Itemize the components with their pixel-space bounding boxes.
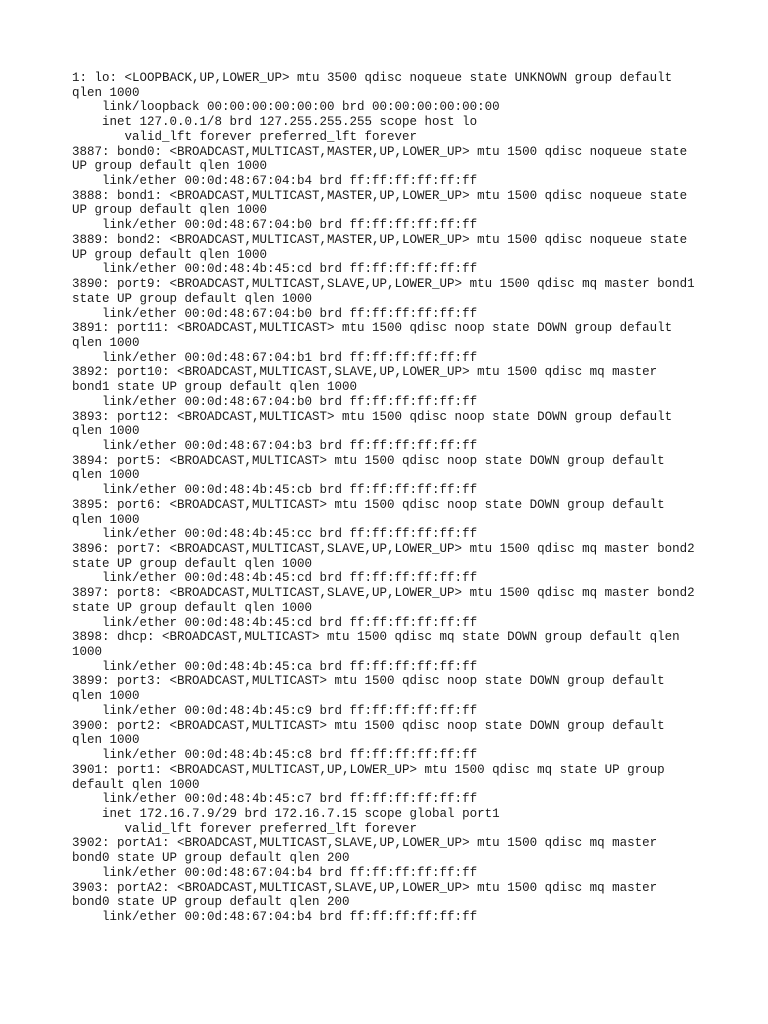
text-line: 3899: port3: <BROADCAST,MULTICAST> mtu 1500 qdisc noop state DOWN group default	[72, 674, 665, 689]
text-line: link/ether 00:0d:48:67:04:b4 brd ff:ff:ff:ff:ff:ff	[72, 909, 478, 924]
text-line: 3892: port10: <BROADCAST,MULTICAST,SLAVE,UP,LOWER_UP> mtu 1500 qdisc mq master	[72, 365, 658, 380]
text-line: link/ether 00:0d:48:67:04:b1 brd ff:ff:ff:ff:ff:ff	[72, 350, 478, 365]
text-line: 3900: port2: <BROADCAST,MULTICAST> mtu 1500 qdisc noop state DOWN group default	[72, 718, 665, 733]
text-line: 3901: port1: <BROADCAST,MULTICAST,UP,LOWER_UP> mtu 1500 qdisc mq state UP group	[72, 762, 665, 777]
text-line: UP group default qlen 1000	[72, 247, 268, 262]
text-line: link/ether 00:0d:48:4b:45:c9 brd ff:ff:ff:ff:ff:ff	[72, 703, 478, 718]
text-line: link/ether 00:0d:48:67:04:b0 brd ff:ff:ff:ff:ff:ff	[72, 394, 478, 409]
text-line: 3887: bond0: <BROADCAST,MULTICAST,MASTER,UP,LOWER_UP> mtu 1500 qdisc noqueue state	[72, 144, 688, 159]
text-line: bond0 state UP group default qlen 200	[72, 851, 350, 866]
text-line: link/ether 00:0d:48:67:04:b3 brd ff:ff:ff:ff:ff:ff	[72, 438, 478, 453]
text-line: 3902: portA1: <BROADCAST,MULTICAST,SLAVE,UP,LOWER_UP> mtu 1500 qdisc mq master	[72, 836, 658, 851]
text-line: link/ether 00:0d:48:4b:45:cd brd ff:ff:ff:ff:ff:ff	[72, 571, 478, 586]
text-line: qlen 1000	[72, 733, 140, 748]
document-page	[72, 71, 712, 925]
text-line: bond1 state UP group default qlen 1000	[72, 380, 358, 395]
text-line: default qlen 1000	[72, 777, 200, 792]
text-line: qlen 1000	[72, 689, 140, 704]
text-line: link/ether 00:0d:48:4b:45:cd brd ff:ff:ff:ff:ff:ff	[72, 262, 478, 277]
text-line: qlen 1000	[72, 512, 140, 527]
text-line: link/ether 00:0d:48:4b:45:cb brd ff:ff:ff:ff:ff:ff	[72, 483, 478, 498]
text-line: UP group default qlen 1000	[72, 203, 268, 218]
text-line: qlen 1000	[72, 335, 140, 350]
text-line: state UP group default qlen 1000	[72, 600, 313, 615]
text-line: inet 127.0.0.1/8 brd 127.255.255.255 scope host lo	[72, 115, 478, 130]
text-line: 3890: port9: <BROADCAST,MULTICAST,SLAVE,UP,LOWER_UP> mtu 1500 qdisc mq master bond1	[72, 277, 695, 292]
text-line: link/ether 00:0d:48:4b:45:cd brd ff:ff:ff:ff:ff:ff	[72, 615, 478, 630]
text-line: link/loopback 00:00:00:00:00:00 brd 00:00:00:00:00:00	[72, 100, 500, 115]
text-line: 3896: port7: <BROADCAST,MULTICAST,SLAVE,UP,LOWER_UP> mtu 1500 qdisc mq master bond2	[72, 542, 695, 556]
text-line: state UP group default qlen 1000	[72, 556, 313, 571]
text-line: link/ether 00:0d:48:4b:45:cc brd ff:ff:ff:ff:ff:ff	[72, 527, 478, 542]
text-line: valid_lft forever preferred_lft forever	[72, 129, 418, 144]
text-line: link/ether 00:0d:48:67:04:b4 brd ff:ff:ff:ff:ff:ff	[72, 174, 478, 189]
text-line: link/ether 00:0d:48:67:04:b0 brd ff:ff:ff:ff:ff:ff	[72, 306, 478, 321]
text-line: 3893: port12: <BROADCAST,MULTICAST> mtu 1500 qdisc noop state DOWN group default	[72, 409, 673, 424]
text-line: 3895: port6: <BROADCAST,MULTICAST> mtu 1500 qdisc noop state DOWN group default	[72, 497, 665, 512]
text-line: link/ether 00:0d:48:4b:45:c8 brd ff:ff:ff:ff:ff:ff	[72, 748, 478, 763]
text-line: link/ether 00:0d:48:4b:45:c7 brd ff:ff:ff:ff:ff:ff	[72, 792, 478, 807]
text-line: 3891: port11: <BROADCAST,MULTICAST> mtu 1500 qdisc noop state DOWN group default	[72, 321, 673, 336]
text-line: UP group default qlen 1000	[72, 159, 268, 174]
text-line: qlen 1000	[72, 85, 140, 100]
text-line: link/ether 00:0d:48:67:04:b4 brd ff:ff:ff:ff:ff:ff	[72, 865, 478, 880]
text-line: 3897: port8: <BROADCAST,MULTICAST,SLAVE,UP,LOWER_UP> mtu 1500 qdisc mq master bond2	[72, 586, 695, 601]
text-line: state UP group default qlen 1000	[72, 291, 313, 306]
text-line: valid_lft forever preferred_lft forever	[72, 821, 418, 836]
text-line: link/ether 00:0d:48:4b:45:ca brd ff:ff:ff:ff:ff:ff	[72, 659, 478, 674]
text-line: qlen 1000	[72, 424, 140, 439]
text-line: 3898: dhcp: <BROADCAST,MULTICAST> mtu 1500 qdisc mq state DOWN group default qlen	[72, 630, 680, 645]
text-line: 3889: bond2: <BROADCAST,MULTICAST,MASTER,UP,LOWER_UP> mtu 1500 qdisc noqueue state	[72, 232, 688, 247]
text-line: inet 172.16.7.9/29 brd 172.16.7.15 scope global port1	[72, 806, 500, 821]
text-line: bond0 state UP group default qlen 200	[72, 895, 350, 910]
text-line: 3903: portA2: <BROADCAST,MULTICAST,SLAVE,UP,LOWER_UP> mtu 1500 qdisc mq master	[72, 880, 658, 895]
text-line: qlen 1000	[72, 468, 140, 483]
text-line: 1000	[72, 645, 103, 660]
text-line: 1: lo: <LOOPBACK,UP,LOWER_UP> mtu 3500 qdisc noqueue state UNKNOWN group default	[72, 71, 673, 85]
text-line: 3888: bond1: <BROADCAST,MULTICAST,MASTER,UP,LOWER_UP> mtu 1500 qdisc noqueue state	[72, 188, 688, 203]
text-line: 3894: port5: <BROADCAST,MULTICAST> mtu 1500 qdisc noop state DOWN group default	[72, 453, 665, 468]
ip-addr-output	[72, 71, 712, 925]
text-line: link/ether 00:0d:48:67:04:b0 brd ff:ff:ff:ff:ff:ff	[72, 218, 478, 233]
